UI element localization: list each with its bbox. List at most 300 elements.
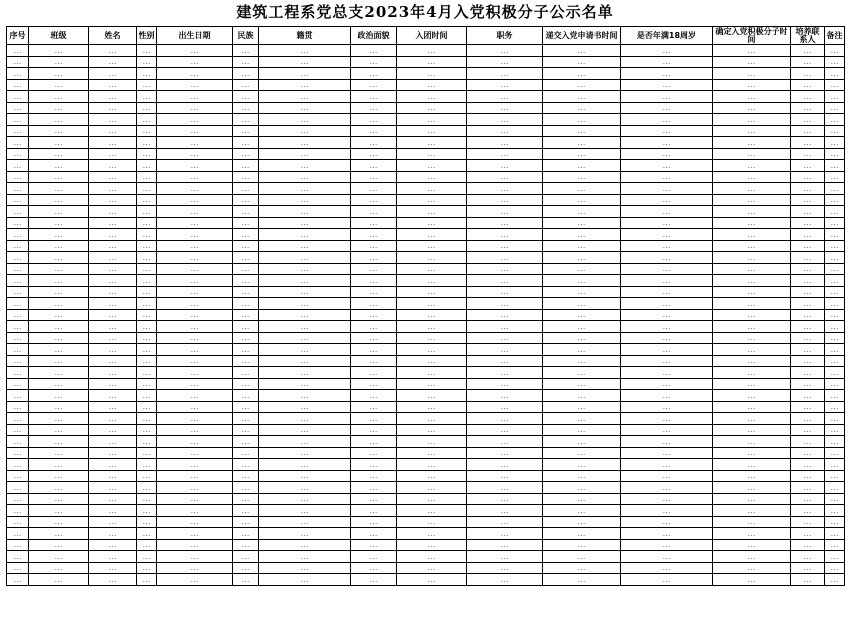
table-cell: … xyxy=(29,470,89,482)
table-cell: … xyxy=(157,45,233,57)
table-row xyxy=(7,562,845,574)
table-cell: … xyxy=(233,378,259,390)
table-cell: … xyxy=(351,229,397,241)
table-cell: … xyxy=(825,171,845,183)
table-cell: … xyxy=(713,482,791,494)
table-row xyxy=(7,470,845,482)
table-cell: … xyxy=(713,125,791,137)
table-cell: … xyxy=(351,332,397,344)
table-cell: … xyxy=(621,125,713,137)
table-cell: … xyxy=(233,137,259,149)
table-cell: … xyxy=(89,102,137,114)
table-cell: … xyxy=(397,263,467,275)
table-cell: … xyxy=(397,493,467,505)
table-cell: … xyxy=(397,390,467,402)
table-cell: … xyxy=(543,562,621,574)
table-cell: … xyxy=(543,459,621,471)
col-header-index: 序号 xyxy=(7,27,29,45)
table-cell: … xyxy=(29,447,89,459)
table-row xyxy=(7,459,845,471)
table-cell: … xyxy=(543,470,621,482)
table-cell: … xyxy=(157,321,233,333)
table-cell: … xyxy=(233,505,259,517)
table-row xyxy=(7,413,845,425)
table-cell: … xyxy=(259,309,351,321)
table-cell: … xyxy=(397,332,467,344)
table-cell: … xyxy=(467,91,543,103)
table-cell: … xyxy=(157,401,233,413)
table-cell: … xyxy=(543,183,621,195)
table-cell: … xyxy=(397,528,467,540)
table-cell: … xyxy=(157,482,233,494)
table-cell: … xyxy=(397,91,467,103)
table-cell: … xyxy=(543,516,621,528)
document-title: 建筑工程系党总支2023年4月入党积极分子公示名单 xyxy=(236,3,614,21)
table-cell: … xyxy=(29,551,89,563)
table-cell: … xyxy=(351,574,397,586)
table-cell: … xyxy=(825,240,845,252)
table-cell: … xyxy=(7,45,29,57)
table-cell: … xyxy=(397,125,467,137)
table-cell: … xyxy=(713,344,791,356)
table-row xyxy=(7,206,845,218)
table-cell: … xyxy=(7,286,29,298)
table-cell: … xyxy=(791,528,825,540)
table-cell: … xyxy=(543,344,621,356)
table-cell: … xyxy=(7,125,29,137)
table-cell: … xyxy=(157,183,233,195)
table-cell: … xyxy=(543,137,621,149)
table-cell: … xyxy=(137,183,157,195)
table-row xyxy=(7,367,845,379)
table-cell: … xyxy=(157,206,233,218)
table-cell: … xyxy=(89,539,137,551)
table-cell: … xyxy=(397,194,467,206)
table-cell: … xyxy=(825,413,845,425)
table-cell: … xyxy=(259,574,351,586)
table-cell: … xyxy=(467,114,543,126)
table-cell: … xyxy=(29,459,89,471)
table-cell: … xyxy=(713,355,791,367)
table-cell: … xyxy=(157,447,233,459)
table-cell: … xyxy=(621,252,713,264)
table-cell: … xyxy=(351,79,397,91)
table-cell: … xyxy=(397,378,467,390)
table-cell: … xyxy=(157,413,233,425)
table-cell: … xyxy=(397,240,467,252)
table-cell: … xyxy=(543,102,621,114)
table-cell: … xyxy=(157,56,233,68)
table-cell: … xyxy=(791,401,825,413)
table-cell: … xyxy=(137,367,157,379)
table-row xyxy=(7,252,845,264)
table-cell: … xyxy=(467,344,543,356)
table-cell: … xyxy=(351,459,397,471)
table-cell: … xyxy=(137,459,157,471)
table-cell: … xyxy=(791,171,825,183)
table-cell: … xyxy=(791,91,825,103)
table-cell: … xyxy=(467,390,543,402)
table-cell: … xyxy=(621,298,713,310)
table-cell: … xyxy=(791,413,825,425)
table-cell: … xyxy=(89,252,137,264)
table-cell: … xyxy=(7,68,29,80)
table-cell: … xyxy=(621,91,713,103)
col-header-activist-date: 确定入党积极分子时间 xyxy=(713,27,791,45)
table-cell: … xyxy=(467,562,543,574)
table-cell: … xyxy=(233,401,259,413)
table-cell: … xyxy=(397,114,467,126)
table-header-row xyxy=(7,27,845,45)
table-cell: … xyxy=(397,148,467,160)
table-cell: … xyxy=(7,114,29,126)
table-cell: … xyxy=(29,79,89,91)
table-cell: … xyxy=(543,447,621,459)
col-header-position: 职务 xyxy=(467,27,543,45)
table-cell: … xyxy=(259,114,351,126)
table-cell: … xyxy=(713,378,791,390)
table-cell: … xyxy=(89,275,137,287)
table-cell: … xyxy=(259,493,351,505)
table-cell: … xyxy=(7,424,29,436)
table-cell: … xyxy=(791,137,825,149)
table-cell: … xyxy=(351,263,397,275)
table-cell: … xyxy=(791,286,825,298)
table-cell: … xyxy=(233,160,259,172)
table-cell: … xyxy=(621,459,713,471)
table-cell: … xyxy=(233,424,259,436)
table-cell: … xyxy=(89,148,137,160)
table-cell: … xyxy=(259,355,351,367)
table-cell: … xyxy=(825,148,845,160)
table-cell: … xyxy=(137,309,157,321)
table-cell: … xyxy=(89,91,137,103)
table-cell: … xyxy=(543,551,621,563)
table-cell: … xyxy=(137,286,157,298)
table-cell: … xyxy=(713,68,791,80)
table-cell: … xyxy=(791,493,825,505)
table-cell: … xyxy=(397,79,467,91)
table-cell: … xyxy=(7,229,29,241)
table-cell: … xyxy=(543,436,621,448)
table-cell: … xyxy=(791,275,825,287)
table-cell: … xyxy=(621,355,713,367)
table-cell: … xyxy=(7,332,29,344)
table-cell: … xyxy=(137,148,157,160)
table-cell: … xyxy=(259,367,351,379)
table-cell: … xyxy=(791,562,825,574)
table-row xyxy=(7,171,845,183)
table-cell: … xyxy=(397,137,467,149)
table-cell: … xyxy=(713,206,791,218)
table-cell: … xyxy=(7,183,29,195)
table-cell: … xyxy=(259,68,351,80)
table-row xyxy=(7,401,845,413)
table-cell: … xyxy=(233,206,259,218)
table-cell: … xyxy=(467,355,543,367)
table-cell: … xyxy=(233,574,259,586)
table-cell: … xyxy=(825,183,845,195)
table-cell: … xyxy=(397,102,467,114)
table-cell: … xyxy=(233,332,259,344)
table-cell: … xyxy=(543,206,621,218)
table-cell: … xyxy=(351,367,397,379)
table-cell: … xyxy=(259,79,351,91)
table-cell: … xyxy=(89,436,137,448)
table-cell: … xyxy=(137,493,157,505)
table-cell: … xyxy=(713,493,791,505)
table-cell: … xyxy=(467,45,543,57)
table-cell: … xyxy=(825,505,845,517)
table-cell: … xyxy=(467,493,543,505)
table-cell: … xyxy=(137,424,157,436)
table-cell: … xyxy=(89,79,137,91)
table-cell: … xyxy=(825,390,845,402)
table-cell: … xyxy=(713,413,791,425)
table-cell: … xyxy=(825,252,845,264)
table-cell: … xyxy=(713,45,791,57)
table-cell: … xyxy=(397,459,467,471)
table-cell: … xyxy=(233,102,259,114)
table-cell: … xyxy=(397,516,467,528)
table-cell: … xyxy=(29,252,89,264)
table-cell: … xyxy=(137,482,157,494)
table-cell: … xyxy=(825,459,845,471)
table-cell: … xyxy=(29,171,89,183)
table-cell: … xyxy=(259,229,351,241)
table-cell: … xyxy=(825,137,845,149)
table-cell: … xyxy=(233,148,259,160)
table-cell: … xyxy=(621,102,713,114)
table-cell: … xyxy=(233,516,259,528)
table-row xyxy=(7,68,845,80)
table-row xyxy=(7,102,845,114)
table-cell: … xyxy=(825,378,845,390)
table-cell: … xyxy=(621,148,713,160)
table-cell: … xyxy=(351,160,397,172)
table-cell: … xyxy=(233,183,259,195)
table-row xyxy=(7,390,845,402)
table-cell: … xyxy=(89,137,137,149)
table-cell: … xyxy=(543,505,621,517)
table-cell: … xyxy=(259,45,351,57)
table-cell: … xyxy=(467,482,543,494)
table-cell: … xyxy=(543,309,621,321)
table-cell: … xyxy=(397,367,467,379)
table-cell: … xyxy=(157,390,233,402)
table-cell: … xyxy=(621,332,713,344)
table-cell: … xyxy=(791,148,825,160)
table-cell: … xyxy=(89,240,137,252)
table-cell: … xyxy=(259,424,351,436)
table-cell: … xyxy=(233,275,259,287)
table-cell: … xyxy=(29,91,89,103)
table-cell: … xyxy=(157,217,233,229)
table-cell: … xyxy=(137,68,157,80)
table-cell: … xyxy=(543,160,621,172)
table-cell: … xyxy=(713,539,791,551)
table-cell: … xyxy=(137,194,157,206)
table-cell: … xyxy=(137,56,157,68)
table-row xyxy=(7,332,845,344)
table-cell: … xyxy=(713,551,791,563)
table-cell: … xyxy=(29,137,89,149)
table-cell: … xyxy=(791,459,825,471)
table-cell: … xyxy=(825,528,845,540)
table-cell: … xyxy=(89,493,137,505)
table-cell: … xyxy=(467,528,543,540)
table-cell: … xyxy=(543,275,621,287)
table-cell: … xyxy=(233,470,259,482)
table-cell: … xyxy=(467,68,543,80)
table-cell: … xyxy=(713,505,791,517)
table-cell: … xyxy=(157,91,233,103)
table-cell: … xyxy=(621,516,713,528)
table-cell: … xyxy=(137,470,157,482)
table-cell: … xyxy=(351,125,397,137)
table-cell: … xyxy=(543,367,621,379)
table-cell: … xyxy=(89,263,137,275)
table-cell: … xyxy=(233,551,259,563)
table-cell: … xyxy=(233,125,259,137)
table-cell: … xyxy=(825,447,845,459)
table-cell: … xyxy=(713,171,791,183)
table-cell: … xyxy=(621,229,713,241)
table-cell: … xyxy=(137,539,157,551)
table-cell: … xyxy=(467,183,543,195)
table-row xyxy=(7,217,845,229)
table-cell: … xyxy=(467,229,543,241)
table-cell: … xyxy=(233,263,259,275)
table-cell: … xyxy=(137,516,157,528)
table-cell: … xyxy=(543,194,621,206)
table-cell: … xyxy=(7,171,29,183)
table-cell: … xyxy=(825,229,845,241)
table-cell: … xyxy=(621,424,713,436)
table-cell: … xyxy=(259,102,351,114)
table-cell: … xyxy=(791,447,825,459)
table-cell: … xyxy=(713,574,791,586)
table-cell: … xyxy=(467,424,543,436)
table-cell: … xyxy=(543,321,621,333)
col-header-native-place: 籍贯 xyxy=(259,27,351,45)
table-cell: … xyxy=(157,551,233,563)
table-cell: … xyxy=(791,424,825,436)
table-cell: … xyxy=(791,505,825,517)
table-cell: … xyxy=(397,56,467,68)
table-cell: … xyxy=(233,309,259,321)
table-cell: … xyxy=(89,298,137,310)
table-cell: … xyxy=(467,160,543,172)
table-cell: … xyxy=(543,56,621,68)
table-cell: … xyxy=(791,125,825,137)
table-cell: … xyxy=(543,79,621,91)
table-cell: … xyxy=(89,401,137,413)
table-cell: … xyxy=(791,332,825,344)
table-cell: … xyxy=(713,321,791,333)
table-cell: … xyxy=(397,436,467,448)
table-cell: … xyxy=(259,436,351,448)
table-cell: … xyxy=(233,56,259,68)
table-cell: … xyxy=(621,114,713,126)
table-cell: … xyxy=(7,91,29,103)
table-cell: … xyxy=(137,229,157,241)
table-cell: … xyxy=(713,459,791,471)
table-cell: … xyxy=(157,493,233,505)
table-cell: … xyxy=(233,367,259,379)
table-cell: … xyxy=(157,286,233,298)
table-cell: … xyxy=(7,413,29,425)
table-cell: … xyxy=(233,114,259,126)
table-cell: … xyxy=(259,321,351,333)
table-cell: … xyxy=(137,240,157,252)
table-cell: … xyxy=(791,229,825,241)
table-cell: … xyxy=(825,367,845,379)
table-cell: … xyxy=(89,551,137,563)
table-cell: … xyxy=(713,102,791,114)
table-cell: … xyxy=(467,194,543,206)
table-cell: … xyxy=(259,413,351,425)
table-cell: … xyxy=(791,68,825,80)
table-cell: … xyxy=(543,298,621,310)
table-cell: … xyxy=(825,355,845,367)
table-cell: … xyxy=(621,562,713,574)
table-cell: … xyxy=(157,275,233,287)
table-cell: … xyxy=(543,263,621,275)
table-cell: … xyxy=(7,148,29,160)
col-header-contact: 培养联系人 xyxy=(791,27,825,45)
table-cell: … xyxy=(7,436,29,448)
table-cell: … xyxy=(259,516,351,528)
table-cell: … xyxy=(467,217,543,229)
table-cell: … xyxy=(621,263,713,275)
table-cell: … xyxy=(259,125,351,137)
table-cell: … xyxy=(467,574,543,586)
table-cell: … xyxy=(825,482,845,494)
table-cell: … xyxy=(259,447,351,459)
table-cell: … xyxy=(157,528,233,540)
table-cell: … xyxy=(621,217,713,229)
table-cell: … xyxy=(157,79,233,91)
table-cell: … xyxy=(467,206,543,218)
table-cell: … xyxy=(233,171,259,183)
table-cell: … xyxy=(259,401,351,413)
table-cell: … xyxy=(137,528,157,540)
table-cell: … xyxy=(233,493,259,505)
table-cell: … xyxy=(137,114,157,126)
table-cell: … xyxy=(791,160,825,172)
table-cell: … xyxy=(7,252,29,264)
table-cell: … xyxy=(543,240,621,252)
table-cell: … xyxy=(157,470,233,482)
table-cell: … xyxy=(621,367,713,379)
table-cell: … xyxy=(713,217,791,229)
table-cell: … xyxy=(825,401,845,413)
table-cell: … xyxy=(791,217,825,229)
table-cell: … xyxy=(233,344,259,356)
table-cell: … xyxy=(29,562,89,574)
table-cell: … xyxy=(137,91,157,103)
table-cell: … xyxy=(825,160,845,172)
table-cell: … xyxy=(621,160,713,172)
table-row xyxy=(7,45,845,57)
table-cell: … xyxy=(713,401,791,413)
table-cell: … xyxy=(825,298,845,310)
table-cell: … xyxy=(89,125,137,137)
table-row xyxy=(7,183,845,195)
table-cell: … xyxy=(791,482,825,494)
table-cell: … xyxy=(351,309,397,321)
